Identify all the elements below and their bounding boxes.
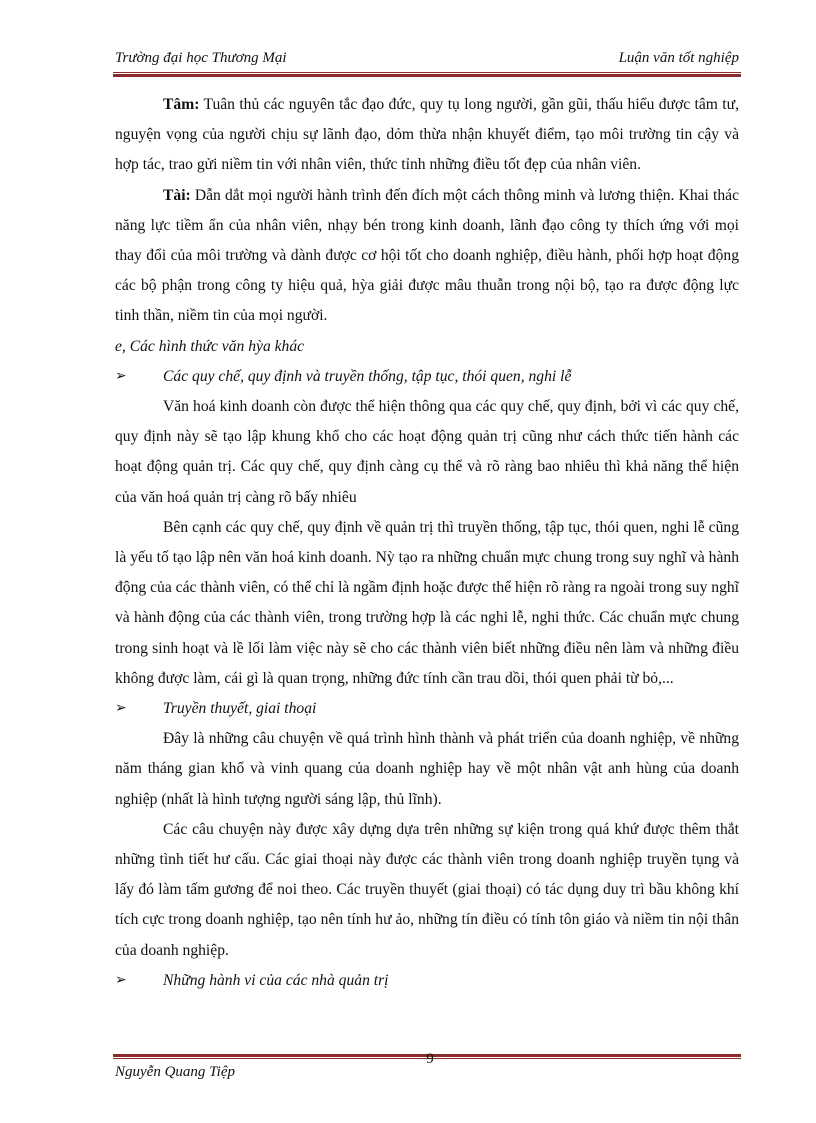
header-rule <box>113 72 741 77</box>
bullet-item <box>115 362 739 392</box>
paragraph: Văn hoá kinh doanh còn được thể hiện thông qua các quy chế, quy định, bởi vì các quy chế, quy định này sẽ tạo lập khung khổ cho các hoạt động quản trị cũng như cách thức tiến hành các hoạt động quản trị. Các quy chế, quy định càng cụ thể và rõ ràng bao nhiêu thì khả năng thể hiện của văn hoá quản trị càng rõ bấy nhiêu <box>115 398 739 506</box>
page-number: 9 <box>426 1051 434 1067</box>
term-tam: Tâm: <box>163 96 200 113</box>
paragraph: Đây là những câu chuyện về quá trình hình thành và phát triển của doanh nghiệp, về những năm tháng gian khổ và vinh quang của doanh nghiệp hay về một nhân vật anh hùng của doanh nghiệp (nhất là hình tượng người sáng lập, thủ lĩnh). <box>115 730 739 808</box>
bullet-heading: Những hành vi của các nhà quản trị <box>163 971 389 989</box>
footer-author: Nguyễn Quang Tiệp <box>115 1064 235 1080</box>
paragraph: Các câu chuyện này được xây dựng dựa trên những sự kiện trong quá khứ được thêm thắt những tình tiết hư cấu. Các giai thoại này được các thành viên trong doanh nghiệp truyền tụng và lấy đó làm tấm gương để noi theo. Các truyền thuyết (giai thoại) có tác dụng duy trì bầu không khí tích cực trong doanh nghiệp, tạo nên tính hư ảo, những tín điều có tính tôn giáo và niềm tin nội thân của doanh nghiệp. <box>115 820 739 959</box>
page-body <box>115 90 739 996</box>
bullet-heading: Truyền thuyết, giai thoại <box>163 700 317 718</box>
bullet-item <box>115 694 739 724</box>
term-tai: Tài: <box>163 186 191 204</box>
arrow-bullet-icon: ➢ <box>115 701 127 717</box>
section-heading-e: e, Các hình thức văn hỳa khác <box>115 337 305 355</box>
arrow-bullet-icon: ➢ <box>115 972 127 988</box>
paragraph: Bên cạnh các quy chế, quy định về quản trị thì truyền thống, tập tục, thói quen, nghi lễ cũng là yếu tố tạo lập nên văn hoá kinh doanh. Nỳ tạo ra những chuẩn mực chung trong suy nghĩ và hành động của các thành viên, có thể chỉ là ngầm định hoặc được thể hiện rõ ràng ra ngoài trong suy nghĩ và hành động của các thành viên, trong trường hợp là các nghi lễ, nghi thức. Các chuẩn mực chung trong sinh hoạt và lề lối làm việc này sẽ cho các thành viên biết những điều nên làm và những điều không được làm, cái gì là quan trọng, những đức tính cần trau dồi, thói quen phải từ bỏ,... <box>115 518 739 687</box>
header-university: Trường đại học Thương Mại <box>115 50 287 66</box>
arrow-bullet-icon: ➢ <box>115 368 127 384</box>
paragraph-tai-text: Dẫn dắt mọi người hành trình đến đích một cách thông minh và lương thiện. Khai thác năng lực tiềm ẩn của nhân viên, nhạy bén trong kinh doanh, lãnh đạo công ty thích ứng với mọi thay đổi của môi trường và dành được cơ hội tốt cho doanh nghiệp, điều hành, phối hợp hoạt động các bộ phận trong công ty hiệu quả, hỳa giải được mâu thuẫn trong nội bộ, tạo ra được động lực tinh thần, niềm tin của mọi người. <box>115 186 739 325</box>
page-header <box>115 50 739 70</box>
paragraph-tam-text: Tuân thủ các nguyên tắc đạo đức, quy tụ long người, gần gũi, thấu hiểu được tâm tư, nguyện vọng của người chịu sự lãnh đạo, dỏm thừa nhận khuyết điểm, tạo môi trường tin cậy và hợp tác, trao gửi niềm tin với nhân viên, thức tỉnh những điều tốt đẹp của nhân viên. <box>115 96 739 174</box>
bullet-item <box>115 966 739 996</box>
header-document-type: Luận văn tốt nghiệp <box>618 50 739 66</box>
bullet-heading: Các quy chế, quy định và truyền thống, tập tục, thói quen, nghi lễ <box>163 367 572 385</box>
paragraph-tai <box>115 181 739 332</box>
paragraph-tam <box>115 90 739 181</box>
